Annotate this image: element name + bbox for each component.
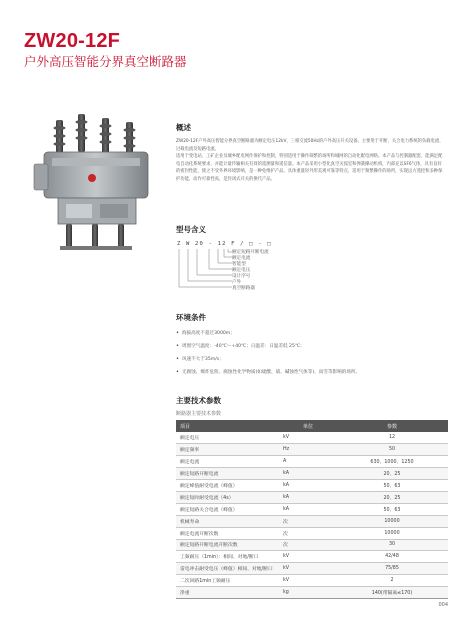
cell-item: 额定短路开断电流: [176, 468, 280, 480]
cell-item: 机械寿命: [176, 515, 280, 527]
cell-value: 140(带隔离≤170): [336, 587, 448, 599]
product-image: [22, 108, 170, 258]
table-row: [176, 456, 448, 468]
cell-item: 雷电冲击耐受电压（峰值）相间、对地/断口: [176, 563, 280, 575]
table-body: [176, 432, 448, 598]
table-caption: 断路器主要技术参数: [176, 411, 222, 417]
table-row: [176, 551, 448, 563]
cell-value: 30: [336, 539, 448, 551]
table-row: [176, 468, 448, 480]
cell-unit: kA: [280, 468, 336, 480]
table-row: [176, 563, 448, 575]
table-row: [176, 587, 448, 599]
page-title: ZW20-12F: [24, 30, 121, 52]
cell-value: 75/85: [336, 563, 448, 575]
cell-unit: A: [280, 456, 336, 468]
cell-unit: 次: [280, 515, 336, 527]
bottom-divider: [176, 598, 448, 599]
table-row: [176, 503, 448, 515]
overview-title: 概述: [176, 123, 191, 132]
model-label: 真空断路器: [232, 286, 255, 291]
overview-text: [176, 138, 446, 184]
overview-paragraph: 适用于变电站、工矿企业及城乡配电网作保护和控制，特别适用于操作频繁的场所和城网的自动化配电网络。本产品与控制器配套，能满足配电自动化系统要求，并能计量传输相关有效的遥测量和遥信量。本产品采用小型化真空灭弧室和弹簧操动机构，内部充以SF6气体，具有良好的密封性能，使之不受外界环境影响，是一种免维护产品。具体重量轻外形美观可靠等特点，适用于频繁操作的场所，实现远方遥控和多种保护功能，动作可靠性高，是封闭式开关的换代产品。: [176, 154, 443, 182]
cell-value: 12: [336, 432, 448, 444]
cell-item: 额定频率: [176, 444, 280, 456]
cell-unit: kV: [280, 432, 336, 444]
cell-value: 50、63: [336, 480, 448, 492]
table-row: [176, 444, 448, 456]
cell-item: 工频耐压（1min）：相间、对地/断口: [176, 551, 280, 563]
cell-value: 20、25: [336, 491, 448, 503]
cell-value: 50、63: [336, 503, 448, 515]
cell-item: 净重: [176, 587, 280, 599]
cell-value: 20、25: [336, 468, 448, 480]
table-row: [176, 515, 448, 527]
cell-unit: kA: [280, 480, 336, 492]
cell-value: 10000: [336, 527, 448, 539]
cell-item: 额定短路开断电流开断次数: [176, 539, 280, 551]
environment-list: [176, 327, 448, 379]
cell-item: 额定短时耐受电流（4s）: [176, 491, 280, 503]
cell-unit: kV: [280, 551, 336, 563]
cell-item: 额定电压: [176, 432, 280, 444]
cell-value: 630、1000、1250: [336, 456, 448, 468]
cell-item: 二次回路1min工频耐压: [176, 575, 280, 587]
model-label: 额定电流: [232, 256, 251, 261]
list-item: • 风速不大于35m/s；: [176, 353, 448, 366]
column-header-unit: 单位: [280, 420, 336, 432]
model-code: Z W 20 - 12 F / □ - □: [177, 241, 272, 247]
cell-unit: Hz: [280, 444, 336, 456]
model-label: 户外: [232, 280, 242, 285]
cell-value: 42/48: [336, 551, 448, 563]
cell-unit: kA: [280, 491, 336, 503]
table-row: [176, 527, 448, 539]
table-header-row: [176, 420, 448, 432]
tech-params-title: 主要技术参数: [176, 396, 221, 405]
model-label: 智能型: [232, 262, 246, 267]
cell-item: 额定峰值耐受电流（峰值）: [176, 480, 280, 492]
page-subtitle: 户外高压智能分界真空断路器: [24, 54, 187, 69]
table-row: [176, 480, 448, 492]
table-row: [176, 575, 448, 587]
model-label: 设计序号: [232, 274, 251, 279]
cell-unit: kV: [280, 563, 336, 575]
model-label: 额定电压: [232, 268, 251, 273]
cell-item: 额定短路关合电流（峰值）: [176, 503, 280, 515]
cell-unit: kV: [280, 575, 336, 587]
column-header-value: 参数: [336, 420, 448, 432]
cell-item: 额定电流: [176, 456, 280, 468]
spec-table: [176, 420, 448, 599]
cell-value: 2: [336, 575, 448, 587]
cell-value: 50: [336, 444, 448, 456]
table-row: [176, 539, 448, 551]
cell-unit: kg: [280, 587, 336, 599]
cell-unit: kA: [280, 503, 336, 515]
model-label: 额定短路开断电流: [232, 250, 269, 255]
list-item: • 周围空气温度：-40℃～+40℃；日温差：日温差低 25℃；: [176, 340, 448, 353]
cell-value: 10000: [336, 515, 448, 527]
overview-paragraph: ZW20-12F户外高压智能分界真空断路器为额定电压12kV，三相交流50Hz的户外高压开关设备。主要用于开断、关合电力系统的负载电流、过载电流及短路电流。: [176, 139, 444, 152]
column-header-item: 项目: [176, 420, 280, 432]
cell-unit: 次: [280, 539, 336, 551]
table-row: [176, 432, 448, 444]
list-item: • 无腐蚀、爆炸危险、腐蚀性化学物质(如硫酸、硝、碱蚀性气体等)、雨雪等影响的场所。: [176, 366, 448, 379]
list-item: • 海拔高度不超过3000m；: [176, 327, 448, 340]
model-title: 型号含义: [176, 225, 206, 234]
page-number: 004: [438, 602, 448, 608]
cell-item: 额定电流开断次数: [176, 527, 280, 539]
table-row: [176, 491, 448, 503]
cell-unit: 次: [280, 527, 336, 539]
environment-title: 环境条件: [176, 313, 206, 322]
